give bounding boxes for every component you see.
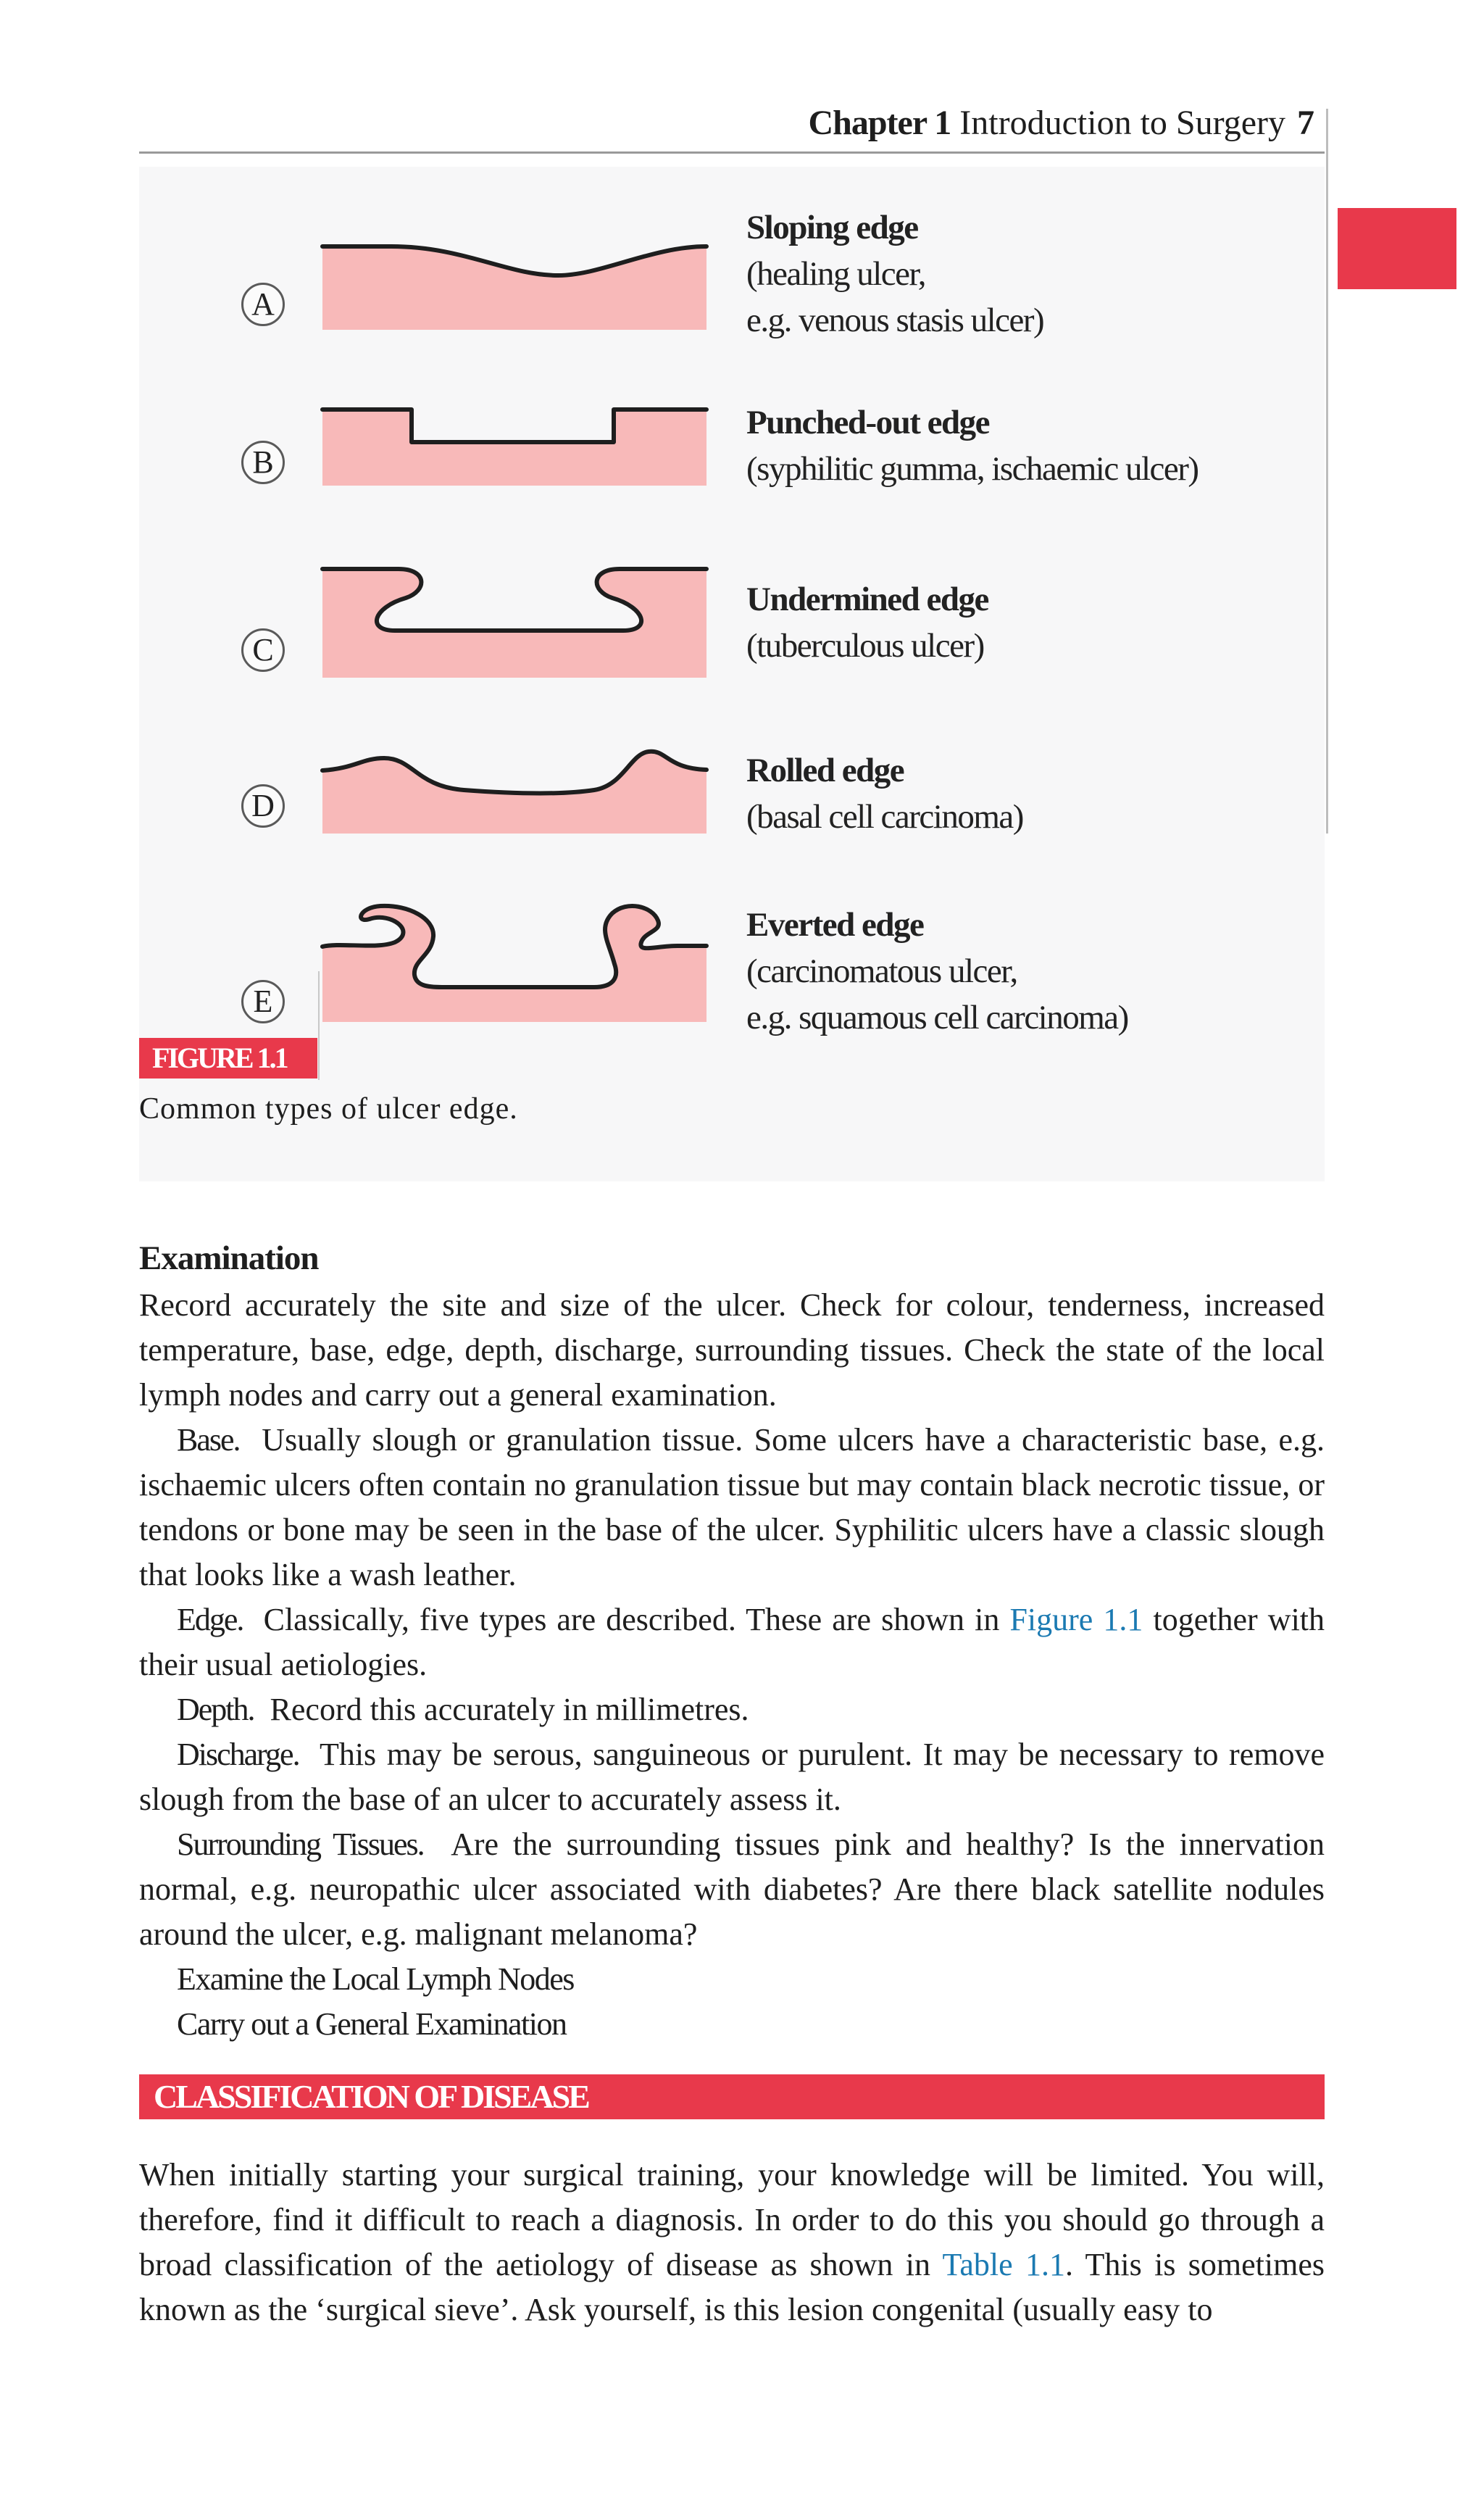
surrounding-text: Are the surrounding tissues pink and healthy? Is the innervation normal, e.g. neuropathic ulcer associated with diabetes? Are there black satellite nodules around the ulcer, e.g. malignant melanoma?: [139, 1826, 1325, 1952]
edge-description: (tuberculous ulcer): [746, 627, 984, 665]
edge-label-sloping: [746, 204, 1043, 344]
discharge-paragraph: [139, 1732, 1325, 1822]
classification-paragraph: [139, 2153, 1325, 2332]
classification-text-after: . This is sometimes known as the ‘surgical sieve’. Ask yourself, is this lesion congenital (usually easy to: [139, 2247, 1325, 2327]
figure-letter-b: B: [241, 441, 285, 484]
base-paragraph: [139, 1418, 1325, 1597]
edge-description: (carcinomatous ulcer,: [746, 952, 1017, 990]
edge-name: Rolled edge: [746, 752, 904, 789]
edge-label-everted: [746, 902, 1128, 1041]
figure-letter-e: E: [241, 980, 285, 1023]
ulcer-shape-punched-out: [322, 410, 706, 486]
edge-name: Sloping edge: [746, 209, 918, 246]
ulcer-shape-undermined: [322, 569, 706, 678]
surrounding-label: Surrounding Tissues.: [177, 1826, 424, 1862]
edge-description: (basal cell carcinoma): [746, 798, 1023, 836]
base-label: Base.: [177, 1422, 240, 1458]
chapter-title: Introduction to Surgery: [959, 104, 1285, 142]
figure-letter-a: A: [241, 283, 285, 326]
figure-tag: FIGURE 1.1: [139, 1038, 317, 1078]
classification-text: When initially starting your surgical training, your knowledge will be limited. You will, therefore, find it difficult to reach a diagnosis. In order to do this you should go through a broad classification of the aetiology of disease as shown in: [139, 2157, 1325, 2282]
ulcer-shape-everted: [322, 906, 706, 1022]
edge-text: Classically, five types are described. These are shown in: [263, 1602, 1000, 1637]
edge-description: e.g. venous stasis ulcer): [746, 302, 1044, 339]
depth-text: Record this accurately in millimetres.: [270, 1692, 749, 1727]
edge-label-rolled: [746, 747, 1023, 840]
examination-heading: Examination: [139, 1239, 319, 1277]
figure-letter-d: D: [241, 784, 285, 828]
page-number: 7: [1297, 104, 1314, 142]
edge-description: (syphilitic gumma, ischaemic ulcer): [746, 450, 1199, 488]
general-exam-line: Carry out a General Examination: [177, 2006, 567, 2042]
lymph-nodes-line: Examine the Local Lymph Nodes: [177, 1961, 574, 1997]
chapter-label: Chapter 1: [808, 104, 951, 142]
discharge-text: This may be serous, sanguineous or purulent. It may be necessary to remove slough from the base of an ulcer to accurately assess it.: [139, 1737, 1325, 1817]
edge-name: Everted edge: [746, 906, 924, 944]
table-link[interactable]: Table 1.1: [942, 2247, 1065, 2282]
examination-body: [139, 1283, 1325, 2047]
edge-description: e.g. squamous cell carcinoma): [746, 999, 1128, 1036]
edge-label-undermined: [746, 576, 988, 669]
figure-link[interactable]: Figure 1.1: [1009, 1602, 1143, 1637]
base-text: Usually slough or granulation tissue. Some ulcers have a characteristic base, e.g. ischaemic ulcers often contain no granulation tissue but may contain black necrotic tissue, or tendons or bone may be seen in the base of the ulcer. Syphilitic ulcers have a classic slough that looks like a wash leather.: [139, 1422, 1325, 1592]
classification-body: [139, 2153, 1325, 2332]
figure-caption: Common types of ulcer edge.: [139, 1092, 518, 1126]
examination-intro: Record accurately the site and size of the ulcer. Check for colour, tenderness, increased temperature, base, edge, depth, discharge, surrounding tissues. Check the state of the local lymph nodes and carry out a general examination.: [139, 1287, 1325, 1413]
edge-description: (healing ulcer,: [746, 255, 926, 293]
edge-name: Punched-out edge: [746, 404, 990, 441]
ulcer-shape-sloping: [322, 246, 706, 330]
depth-paragraph: [139, 1687, 1325, 1732]
edge-name: Undermined edge: [746, 581, 988, 618]
classification-heading: CLASSIFICATION OF DISEASE: [139, 2074, 1325, 2119]
edge-text-after: together with their usual aetiologies.: [139, 1602, 1325, 1682]
depth-label: Depth.: [177, 1692, 254, 1727]
discharge-label: Discharge.: [177, 1737, 299, 1772]
figure-letter-c: C: [241, 628, 285, 672]
edge-paragraph: [139, 1597, 1325, 1687]
edge-label: Edge.: [177, 1602, 243, 1637]
edge-label-punched-out: [746, 399, 1199, 492]
surrounding-paragraph: [139, 1822, 1325, 1957]
ulcer-edge-figure: [0, 0, 1484, 1160]
